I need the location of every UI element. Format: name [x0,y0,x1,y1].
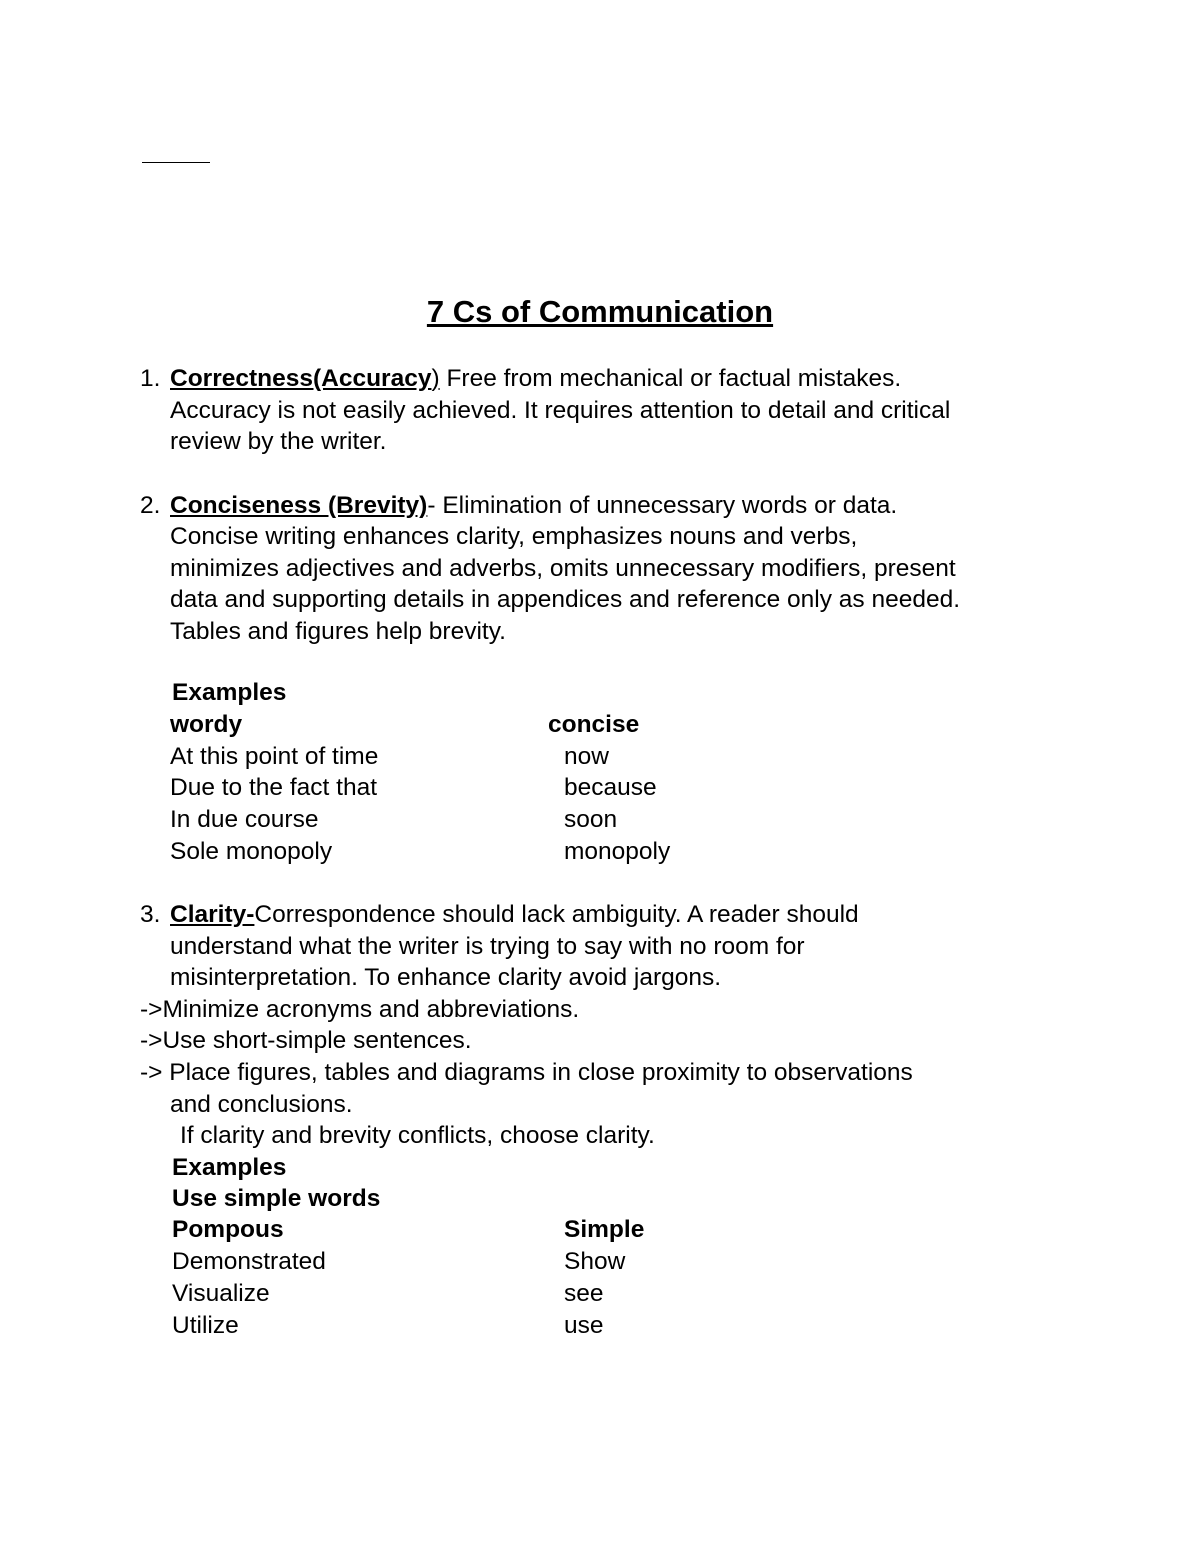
item-text: review by the writer. [170,428,387,455]
item-first-line [170,490,897,522]
item-text: minimizes adjectives and adverbs, omits unnecessary modifiers, present [170,555,956,582]
table-cell: Utilize [172,1312,239,1339]
bullet-line: and conclusions. [170,1091,353,1118]
item-number: 1. [140,365,161,392]
table-cell: soon [564,806,618,833]
bullet-line: -> Place figures, tables and diagrams in close proximity to observations [140,1059,913,1086]
table-cell: now [564,743,609,770]
examples-heading: Examples [172,679,287,706]
item-text: Elimination of unnecessary words or data. [435,492,898,519]
item-number: 2. [140,492,161,519]
table-cell: use [564,1312,604,1339]
table-header-pompous: Pompous [172,1216,284,1243]
table-header-wordy: wordy [170,711,243,738]
item-term: Conciseness (Brevity) [170,492,428,519]
table-cell: Sole monopoly [170,838,333,865]
item-term: Clarity- [170,901,255,928]
bullet-line: ->Use short-simple sentences. [140,1027,472,1054]
item-text: misinterpretation. To enhance clarity avoid jargons. [170,964,722,991]
table-cell: see [564,1280,604,1307]
item-text: Correspondence should lack ambiguity. A reader should [254,901,859,928]
clarity-note: If clarity and brevity conflicts, choose clarity. [180,1122,655,1149]
item-first-line [170,363,901,395]
table-cell: Visualize [172,1280,270,1307]
item-number: 3. [140,901,161,928]
item-term-suffix: - [427,492,436,519]
item-term-suffix: ) [431,365,440,392]
item-first-line [170,899,859,931]
examples-subheading: Use simple words [172,1185,381,1212]
table-cell: In due course [170,806,319,833]
header-rule [142,162,210,163]
item-text: understand what the writer is trying to say with no room for [170,933,805,960]
table-cell: Show [564,1248,626,1275]
page-title: 7 Cs of Communication [426,294,774,329]
table-cell: because [564,774,657,801]
item-text: Concise writing enhances clarity, emphasizes nouns and verbs, [170,523,858,550]
table-cell: Demonstrated [172,1248,326,1275]
table-cell: monopoly [564,838,671,865]
table-header-concise: concise [548,711,640,738]
item-term: Correctness(Accuracy [170,365,432,392]
item-text: Accuracy is not easily achieved. It requires attention to detail and critical [170,397,951,424]
examples-heading: Examples [172,1154,287,1181]
bullet-line: ->Minimize acronyms and abbreviations. [140,996,580,1023]
item-text: Tables and figures help brevity. [170,618,506,645]
table-cell: Due to the fact that [170,774,378,801]
item-text: Free from mechanical or factual mistakes. [439,365,902,392]
table-cell: At this point of time [170,743,379,770]
table-header-simple: Simple [564,1216,645,1243]
item-text: data and supporting details in appendices and reference only as needed. [170,586,961,613]
